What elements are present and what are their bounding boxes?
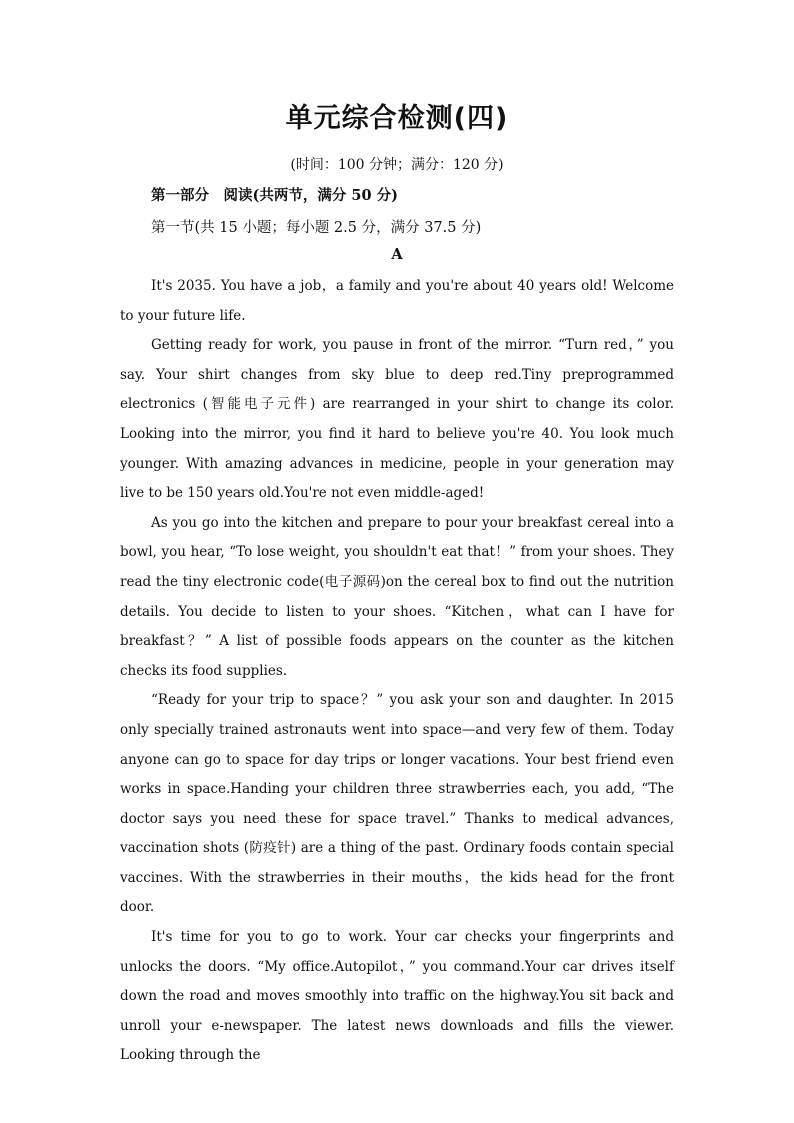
passage-body — [120, 272, 674, 1071]
section-heading: 第一节(共 15 小题；每小题 2.5 分，满分 37.5 分) — [151, 220, 482, 236]
passage-label: A — [391, 246, 403, 263]
paragraph: It's time for you to go to work. Your car checks your fingerprints and unlocks the doors. “My office.Autopilot，” you command.Your car drives itself down the road and moves smoothly into traffic on the highway.You sit back and unroll your e-newspaper. The latest news downloads and fills the viewer. Looking through the — [120, 929, 674, 1064]
paragraph: As you go into the kitchen and prepare to pour your breakfast cereal into a bowl, you hear, “To lose weight, you shouldn't eat that！” from your shoes. They read the tiny electronic code(电子源码)on the cereal box to find out the nutrition details. You decide to listen to your shoes. “Kitchen，what can I have for breakfast？” A list of possible foods appears on the counter as the kitchen checks its food supplies. — [120, 514, 674, 679]
paragraph: It's 2035. You have a job，a family and you're about 40 years old! Welcome to your future life. — [120, 278, 674, 324]
page-title: 单元综合检测(四) — [285, 103, 509, 134]
time-score-info: (时间：100 分钟；满分：120 分) — [290, 157, 504, 173]
paragraph: Getting ready for work, you pause in front of the mirror. “Turn red，” you say. Your shirt changes from sky blue to deep red.Tiny preprogrammed electronics (智能电子元件) are rearranged in your shirt to change its color. Looking into the mirror, you find it hard to believe you're 40. You look much younger. With amazing advances in medicine, people in your generation may live to be 150 years old.You're not even middle-aged! — [120, 337, 674, 502]
paragraph: “Ready for your trip to space？” you ask your son and daughter. In 2015 only specially trained astronauts went into space—and very few of them. Today anyone can go to space for day trips or longer vacations. Your best friend even works in space.Handing your children three strawberries each, you add, “The doctor says you need these for space travel.” Thanks to medical advances, vaccination shots (防疫针) are a thing of the past. Ordinary foods contain special vaccines. With the strawberries in their mouths，the kids head for the front door. — [120, 692, 674, 916]
part-heading: 第一部分 阅读(共两节，满分 50 分) — [151, 187, 398, 204]
